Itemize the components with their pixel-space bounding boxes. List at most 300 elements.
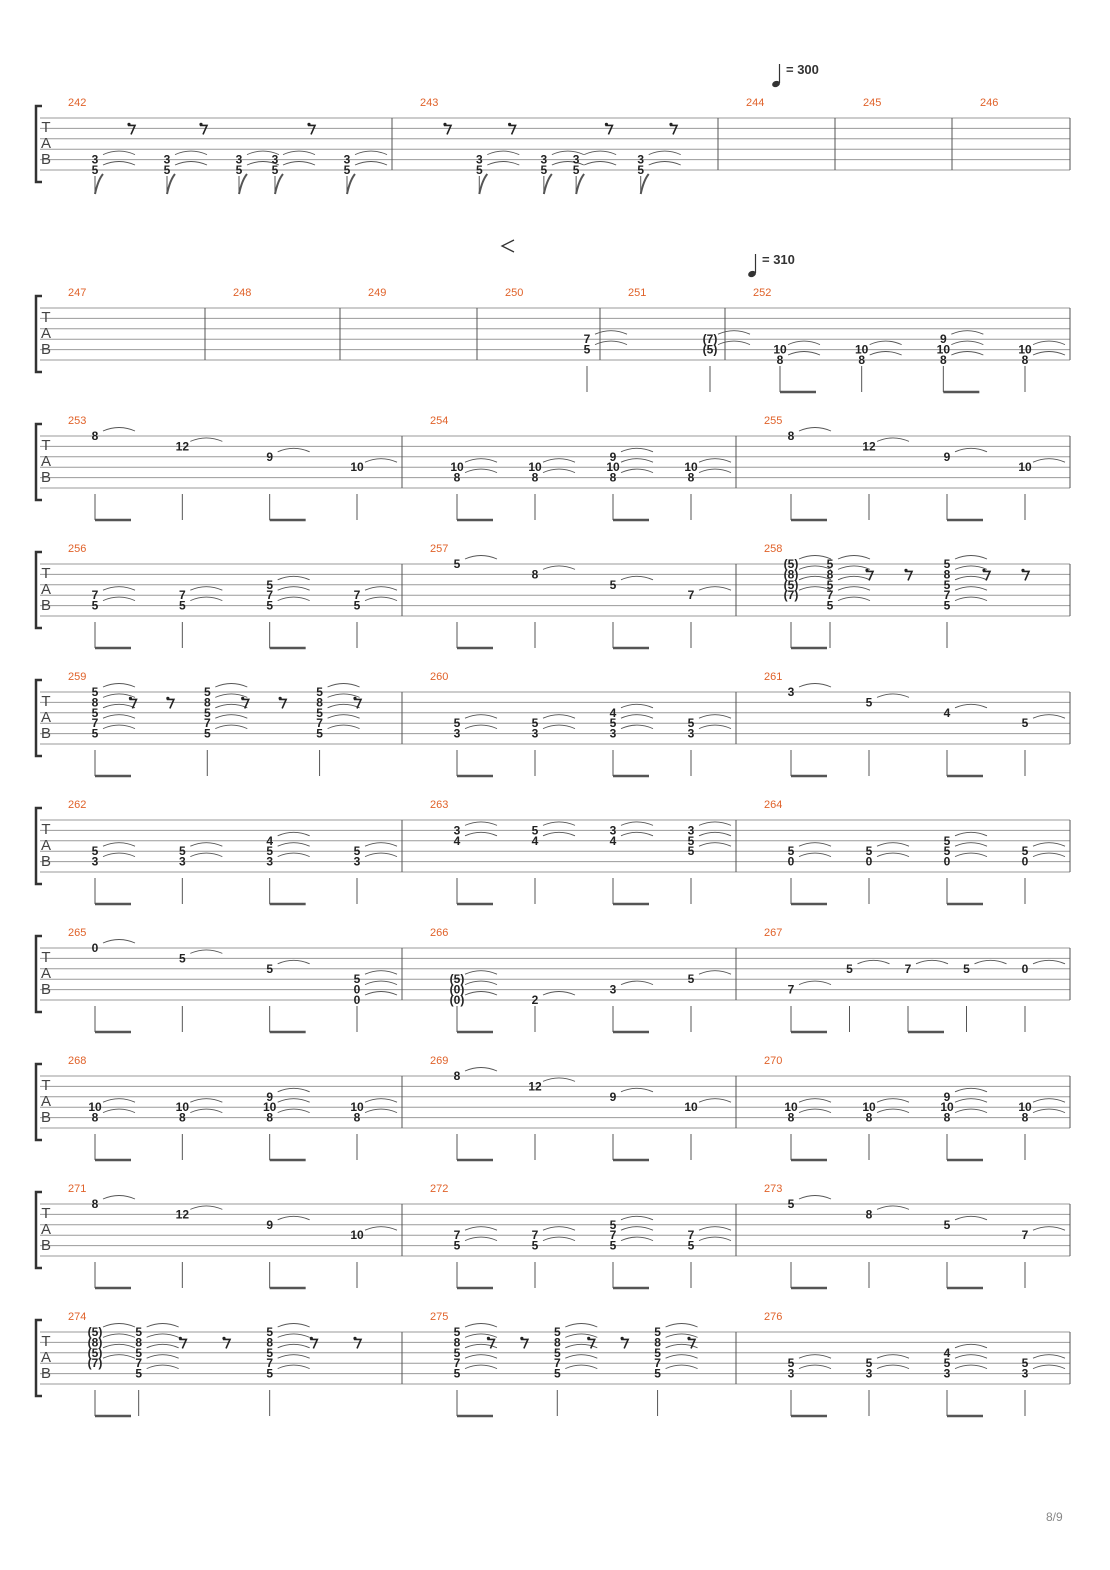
tie-arc <box>190 597 222 601</box>
tab-clef-letter: B <box>40 469 52 486</box>
fret-number: 5 <box>943 833 951 848</box>
fret-number: 5 <box>453 1325 461 1339</box>
measure-number: 251 <box>628 287 647 299</box>
measure-number: 243 <box>420 97 439 109</box>
fret-number: 5 <box>266 1366 274 1381</box>
tie-arc <box>621 715 653 719</box>
fret-number: 8 <box>203 695 211 710</box>
fret-number: 5 <box>266 1345 274 1360</box>
tie-arc <box>278 1355 310 1359</box>
fret-number: 7 <box>203 716 211 731</box>
tie-arc <box>103 1196 135 1200</box>
tie-arc <box>699 843 731 847</box>
measure-number: 259 <box>68 671 87 683</box>
tie-arc <box>365 587 397 591</box>
tie-arc <box>147 1334 179 1338</box>
fret-number: 7 <box>609 1228 617 1243</box>
tie-arc <box>621 725 653 729</box>
fret-number: 5 <box>135 1325 143 1339</box>
fret-number: 5 <box>266 577 274 592</box>
fret-number: 5 <box>609 1217 617 1232</box>
tie-arc <box>838 587 870 591</box>
fret-number: 7 <box>91 716 99 731</box>
fret-number: 5 <box>1021 844 1029 859</box>
measure-number: 258 <box>764 543 783 555</box>
fret-number: 3 <box>787 1366 795 1381</box>
fret-number: 3 <box>343 152 351 167</box>
tie-arc <box>278 832 310 836</box>
fret-number: 5 <box>637 163 645 177</box>
fret-number: 5 <box>826 598 834 613</box>
fret-number: 7 <box>1021 1228 1029 1243</box>
fret-number: 3 <box>266 854 274 869</box>
fret-number: 5 <box>203 705 211 720</box>
tab-clef-letter: T <box>41 309 51 326</box>
fret-number: 8 <box>91 1110 99 1125</box>
measure-number: 262 <box>68 799 87 811</box>
eighth-rest <box>487 1339 494 1348</box>
tie-arc <box>951 352 983 356</box>
fret-number: 8 <box>776 353 784 367</box>
tie-arc <box>955 1109 987 1113</box>
fret-number: 10 <box>350 460 364 475</box>
tie-arc <box>621 469 653 473</box>
tie-arc <box>103 1109 135 1113</box>
tie-arc <box>465 469 497 473</box>
fret-number: 5 <box>531 1238 539 1253</box>
tie-arc <box>1033 341 1065 345</box>
tie-arc <box>621 576 653 580</box>
fret-number: 0 <box>353 993 361 1007</box>
tie-arc <box>621 981 653 985</box>
fret-number: 7 <box>178 588 186 603</box>
fret-number: 8 <box>609 470 617 485</box>
tie-arc <box>355 162 387 166</box>
fret-number: (0) <box>449 982 465 997</box>
tie-arc <box>278 1216 310 1220</box>
fret-number: 5 <box>163 163 171 177</box>
tie-arc <box>103 940 135 944</box>
measure-number: 257 <box>430 543 449 555</box>
eighth-rest-dot <box>982 569 985 572</box>
fret-number: 5 <box>178 844 186 859</box>
fret-number: 5 <box>943 577 951 592</box>
tempo-text: = 300 <box>786 62 819 77</box>
fret-number: 5 <box>91 685 99 699</box>
tie-arc <box>955 1355 987 1359</box>
fret-number: 10 <box>940 1100 954 1115</box>
fret-number: 5 <box>316 726 323 741</box>
fret-number: 0 <box>865 854 873 869</box>
fret-number: 5 <box>553 1325 561 1339</box>
fret-number: 4 <box>266 833 274 848</box>
eighth-rest <box>444 125 451 134</box>
tie-arc <box>955 1099 987 1103</box>
tempo-marking <box>771 62 819 88</box>
fret-number: 5 <box>687 844 695 859</box>
fret-number: 5 <box>266 598 274 613</box>
tab-clef-letter: B <box>40 151 52 168</box>
note-flag <box>167 174 175 194</box>
fret-number: 3 <box>271 152 279 167</box>
tie-arc <box>955 1216 987 1220</box>
fret-number: 5 <box>531 823 539 838</box>
tab-clef-letter: B <box>40 1365 52 1382</box>
tie-arc <box>465 992 497 996</box>
tie-arc <box>699 1237 731 1241</box>
tie-arc <box>1033 1109 1065 1113</box>
tie-arc <box>465 822 497 826</box>
tie-arc <box>955 597 987 601</box>
eighth-rest <box>670 125 677 134</box>
eighth-rest-dot <box>127 123 130 126</box>
tie-arc <box>365 981 397 985</box>
fret-number: 10 <box>175 1100 190 1115</box>
tie-arc <box>465 715 497 719</box>
eighth-rest-dot <box>605 123 608 126</box>
tab-system <box>36 1183 1070 1288</box>
fret-number: 8 <box>531 567 539 582</box>
tie-arc <box>799 981 831 985</box>
eighth-rest <box>179 1339 186 1348</box>
fret-number: 4 <box>943 705 951 720</box>
fret-number: 5 <box>609 1238 617 1253</box>
tab-clef-letter: T <box>41 949 51 966</box>
fret-number: 8 <box>178 1110 186 1125</box>
measure-number: 254 <box>430 415 449 427</box>
fret-number: 9 <box>609 449 617 464</box>
fret-number: 10 <box>1018 342 1032 357</box>
tie-arc <box>838 576 870 580</box>
fret-number: 3 <box>609 823 617 838</box>
fret-number: 5 <box>572 163 580 177</box>
fret-number: 5 <box>687 833 695 848</box>
fret-number: 5 <box>266 961 274 976</box>
tie-arc <box>278 1334 310 1338</box>
fret-number: 3 <box>572 152 580 167</box>
fret-number: 10 <box>450 460 464 475</box>
fret-number: 5 <box>1021 1356 1029 1371</box>
tie-arc <box>838 566 870 570</box>
fret-number: 5 <box>271 163 279 177</box>
tie-arc <box>103 1334 135 1338</box>
tie-arc <box>666 1334 698 1338</box>
tie-arc <box>565 1355 597 1359</box>
fret-number: 7 <box>453 1356 461 1371</box>
fret-number: 8 <box>1021 1110 1029 1125</box>
tie-arc <box>465 1068 497 1072</box>
fret-number: 8 <box>91 1197 99 1211</box>
fret-number: 0 <box>353 982 361 997</box>
tie-arc <box>870 341 902 345</box>
tie-arc <box>103 1344 135 1348</box>
tie-arc <box>487 151 519 155</box>
tie-arc <box>283 162 315 166</box>
tie-arc <box>215 704 247 708</box>
fret-number: (5) <box>87 1325 103 1339</box>
tie-arc <box>955 556 987 560</box>
fret-number: 3 <box>163 152 171 167</box>
fret-number: 5 <box>266 844 274 859</box>
fret-number: 3 <box>235 152 243 167</box>
tie-arc <box>565 1365 597 1369</box>
fret-number: 7 <box>266 588 274 603</box>
fret-number: 5 <box>453 1345 461 1360</box>
measure-number: 269 <box>430 1055 449 1067</box>
measure-number: 263 <box>430 799 449 811</box>
eighth-rest <box>354 699 361 708</box>
tie-arc <box>699 725 731 729</box>
fret-number: 7 <box>553 1356 561 1371</box>
tie-arc <box>975 960 1007 964</box>
tie-arc <box>543 715 575 719</box>
tie-arc <box>565 1324 597 1328</box>
tab-clef-letter: A <box>40 709 52 726</box>
fret-number: 10 <box>684 460 698 475</box>
tie-arc <box>465 832 497 836</box>
fret-number: 10 <box>528 460 542 475</box>
fret-number: 5 <box>687 716 695 731</box>
fret-number: 7 <box>316 716 323 731</box>
tie-arc <box>215 715 247 719</box>
fret-number: 5 <box>178 598 186 613</box>
fret-number: 5 <box>687 1238 695 1253</box>
measure-number: 247 <box>68 287 87 299</box>
fret-number: 10 <box>862 1100 876 1115</box>
tie-arc <box>621 459 653 463</box>
fret-number: 8 <box>266 1335 274 1350</box>
tab-clef-letter: T <box>41 565 51 582</box>
fret-number: (5) <box>449 972 465 987</box>
tie-arc <box>1033 1355 1065 1359</box>
fret-number: 8 <box>135 1335 143 1350</box>
tab-clef-letter: A <box>40 135 52 152</box>
tie-arc <box>543 822 575 826</box>
fret-number: (7) <box>87 1356 103 1371</box>
tie-arc <box>283 151 315 155</box>
measure-number: 276 <box>764 1311 783 1323</box>
eighth-rest-dot <box>241 697 244 700</box>
fret-number: 10 <box>1018 460 1032 475</box>
measure-number: 261 <box>764 671 783 683</box>
tie-arc <box>916 960 948 964</box>
fret-number: 0 <box>787 854 795 869</box>
tie-arc <box>465 981 497 985</box>
eighth-rest <box>588 1339 595 1348</box>
eighth-rest-dot <box>179 1337 182 1340</box>
fret-number: 3 <box>609 726 617 741</box>
tie-arc <box>699 1099 731 1103</box>
eighth-rest-dot <box>353 1337 356 1340</box>
fret-number: 4 <box>453 833 461 848</box>
fret-number: 3 <box>865 1366 873 1381</box>
tie-arc <box>799 1365 831 1369</box>
fret-number: (5) <box>87 1345 103 1360</box>
tie-arc <box>365 1109 397 1113</box>
tie-arc <box>103 843 135 847</box>
tie-arc <box>103 725 135 729</box>
tie-arc <box>190 587 222 591</box>
tab-clef-letter: T <box>41 437 51 454</box>
fret-number: 7 <box>453 1228 461 1243</box>
eighth-rest <box>621 1339 628 1348</box>
tab-system <box>36 1311 1070 1416</box>
fret-number: 5 <box>353 844 361 859</box>
tie-arc <box>955 587 987 591</box>
tie-arc <box>278 448 310 452</box>
fret-number: 3 <box>353 854 361 869</box>
fret-number: (8) <box>87 1335 103 1350</box>
crescendo-icon <box>502 240 514 252</box>
fret-number: 3 <box>637 152 645 167</box>
tab-clef-letter: B <box>40 725 52 742</box>
tie-arc <box>190 853 222 857</box>
fret-number: 3 <box>453 726 461 741</box>
tie-arc <box>1033 853 1065 857</box>
fret-number: 3 <box>687 823 695 838</box>
eighth-rest-dot <box>904 569 907 572</box>
tab-system <box>36 97 1070 194</box>
tie-arc <box>365 992 397 996</box>
tie-arc <box>278 597 310 601</box>
fret-number: 0 <box>91 941 99 955</box>
measure-number: 268 <box>68 1055 87 1067</box>
eighth-rest <box>688 1339 695 1348</box>
measure-number: 244 <box>746 97 765 109</box>
tie-arc <box>788 352 820 356</box>
eighth-rest <box>128 125 135 134</box>
tie-arc <box>543 459 575 463</box>
tie-arc <box>621 704 653 708</box>
fret-number: 9 <box>266 1089 274 1104</box>
note-flag <box>479 174 487 194</box>
fret-number: 9 <box>943 449 951 464</box>
tie-arc <box>465 1334 497 1338</box>
tie-arc <box>103 1324 135 1328</box>
fret-number: 5 <box>235 163 243 177</box>
tie-arc <box>365 1099 397 1103</box>
tie-arc <box>103 1099 135 1103</box>
fret-number: 5 <box>787 1197 795 1211</box>
tie-arc <box>718 341 750 345</box>
fret-number: 8 <box>1021 353 1029 367</box>
tie-arc <box>190 950 222 954</box>
tab-system <box>36 799 1070 904</box>
tie-arc <box>103 587 135 591</box>
fret-number: 7 <box>654 1356 661 1371</box>
tie-arc <box>877 1206 909 1210</box>
fret-number: 8 <box>826 567 834 582</box>
tie-arc <box>147 1355 179 1359</box>
eighth-rest-dot <box>443 123 446 126</box>
fret-number: 8 <box>453 1069 461 1083</box>
tie-arc <box>1033 843 1065 847</box>
eighth-rest <box>223 1339 230 1348</box>
tab-clef-letter: T <box>41 1333 51 1350</box>
tie-arc <box>465 1227 497 1231</box>
eighth-rest-dot <box>508 123 511 126</box>
fret-number: (7) <box>702 332 718 347</box>
fret-number: 5 <box>266 1325 274 1339</box>
tie-arc <box>799 684 831 688</box>
eighth-rest <box>242 699 249 708</box>
tie-arc <box>838 597 870 601</box>
tie-arc <box>355 151 387 155</box>
fret-number: 5 <box>316 685 323 699</box>
tab-system <box>36 415 1070 520</box>
fret-number: 8 <box>553 1335 561 1350</box>
tab-clef-letter: A <box>40 1221 52 1238</box>
tie-arc <box>877 438 909 442</box>
fret-number: 10 <box>606 460 620 475</box>
fret-number: 5 <box>865 1356 873 1371</box>
tab-clef-letter: T <box>41 693 51 710</box>
fret-number: 7 <box>826 588 834 603</box>
tie-arc <box>955 704 987 708</box>
tie-arc <box>190 1099 222 1103</box>
measure-number: 253 <box>68 415 87 427</box>
tie-arc <box>799 1099 831 1103</box>
tie-arc <box>278 587 310 591</box>
eighth-rest-dot <box>279 697 282 700</box>
eighth-rest <box>1022 571 1029 580</box>
tie-arc <box>465 556 497 560</box>
tie-arc <box>278 1324 310 1328</box>
tab-system <box>36 927 1070 1032</box>
fret-number: 7 <box>583 332 591 347</box>
tie-arc <box>584 151 616 155</box>
fret-number: 4 <box>943 1345 951 1360</box>
tie-arc <box>278 1344 310 1348</box>
tie-arc <box>465 971 497 975</box>
eighth-rest <box>521 1339 528 1348</box>
fret-number: 9 <box>609 1089 617 1104</box>
tie-arc <box>543 992 575 996</box>
tie-arc <box>877 1109 909 1113</box>
tie-arc <box>955 1365 987 1369</box>
fret-number: 5 <box>943 844 951 859</box>
tie-arc <box>955 576 987 580</box>
fret-number: 7 <box>687 1228 695 1243</box>
fret-number: 5 <box>787 844 795 859</box>
tie-arc <box>858 960 890 964</box>
tie-arc <box>955 1088 987 1092</box>
tie-arc <box>103 704 135 708</box>
tab-system <box>36 287 1070 392</box>
fret-number: 3 <box>178 854 186 869</box>
fret-number: 5 <box>91 726 99 741</box>
tie-arc <box>543 1237 575 1241</box>
fret-number: 8 <box>787 429 795 443</box>
tie-arc <box>103 597 135 601</box>
tie-arc <box>799 853 831 857</box>
fret-number: 9 <box>266 449 274 464</box>
fret-number: 5 <box>135 1366 143 1381</box>
tie-arc <box>543 1227 575 1231</box>
tab-clef-letter: T <box>41 1077 51 1094</box>
fret-number: 5 <box>583 342 591 357</box>
measure-number: 270 <box>764 1055 783 1067</box>
tie-arc <box>1033 459 1065 463</box>
tab-clef-letter: T <box>41 821 51 838</box>
fret-number: 8 <box>939 353 947 367</box>
tab-clef-letter: A <box>40 965 52 982</box>
tie-arc <box>877 853 909 857</box>
fret-number: 0 <box>1021 961 1029 976</box>
tie-arc <box>147 1324 179 1328</box>
fret-number: 12 <box>175 439 190 454</box>
fret-number: 12 <box>175 1207 190 1222</box>
